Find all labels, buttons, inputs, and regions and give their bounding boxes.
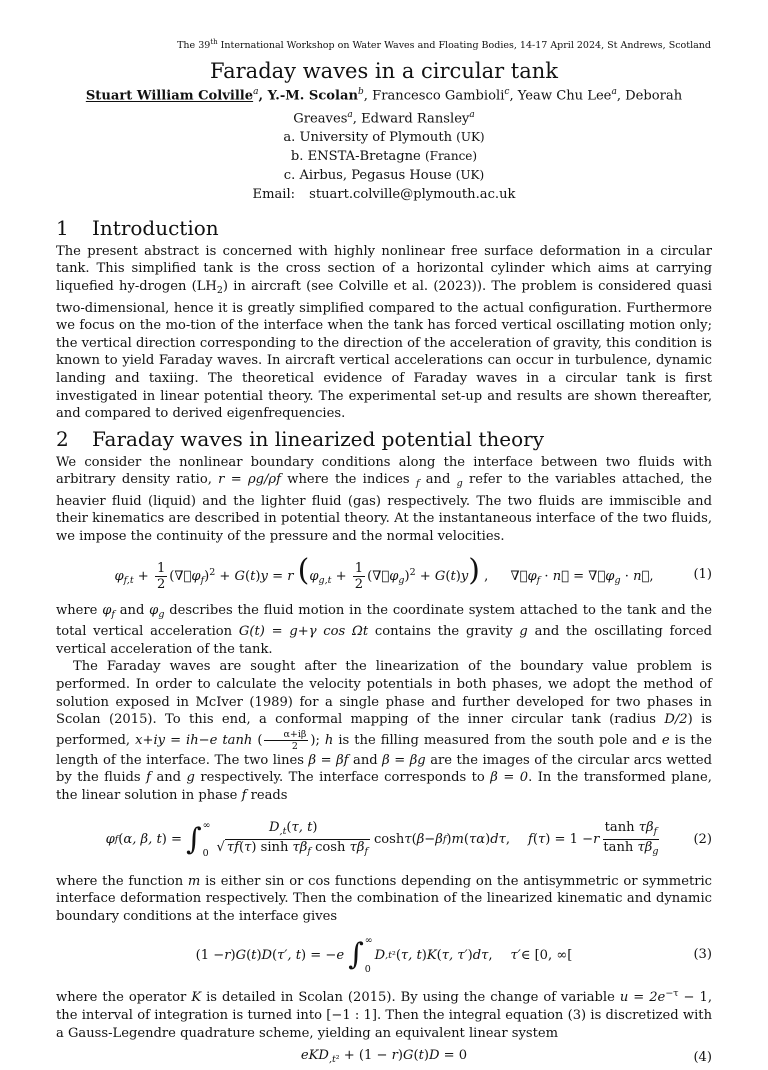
section-2-paragraph-5 — [56, 985, 712, 1042]
function-m: m — [187, 873, 201, 889]
total-acceleration: G(t) = g+γ cos Ωt — [238, 624, 369, 640]
s2p3-b: ) is performed, — [56, 712, 712, 748]
affiliation-c-country: (UK) — [455, 168, 485, 183]
affiliation-b — [56, 147, 712, 166]
affiliation-c-name: c. Airbus, Pegasus House — [283, 168, 456, 184]
paper-title: Faraday waves in a circular tank — [209, 59, 559, 84]
section-2-paragraph-2: where $\varphi_f$ and $\varphi_g$ describes the fluid motion in the coordinate system attached to the tank and the total vertical acceleration G(t) = g+γ cos Ωt contains the gravity g and the oscillating forced vertical acceleration of the tank. — [56, 602, 712, 657]
s2p2-b: and — [114, 602, 150, 618]
equation-2-body: φ f ( α, β, t ) = ∫ ∞ 0 $\frac{D_{,t}(\tau, t)}{√ \tau f(\tau) \sinh \tau\beta_f \cosh \tau\beta_f}$ cosh τ ( β − β f ) m ( τα ) dτ , f ( τ ) = 1 − r $\frac{\tanh \tau\beta_f}{\tanh \tau\beta_g}$ — [105, 819, 659, 860]
running-head-text: The 39 — [177, 40, 211, 52]
equation-1-body: $\varphi_{f,t}$ + $\frac{1}{2}$ $(\nabla⃗\varphi_f)^2 + G(t)y = r$ ($\varphi_{g,t}$ + $\frac{1}{2}$ $(\nabla⃗\varphi_g)^2 + G(t)y$) , $\nabla⃗\varphi_f$ · n⃗ = $\nabla⃗\varphi_g$ · n⃗, — [114, 553, 654, 592]
var-e: e — [661, 732, 670, 748]
equation-3 — [56, 929, 712, 981]
equation-1-number: (1) — [693, 566, 712, 582]
author-3: Francesco Gambioli — [372, 88, 505, 104]
author-5: Deborah Greaves — [293, 88, 683, 126]
s2p5-c: , the interval of integration is turned into — [56, 990, 712, 1023]
s2p3-h: and — [150, 770, 187, 786]
affiliations — [56, 128, 712, 186]
author-list: Stuart William Colville$^a$, Y.-M. Scolan$^b$, Francesco Gambioli$^c$, Yeaw Chu Lee$^a$, Deborah Greaves$^a$, Edward Ransley$^a$ — [85, 87, 683, 126]
s2p3-d: is the filling measured from the south pole and — [333, 732, 662, 748]
s2p3-j: . In the transformed plane, the linear solution in phase — [56, 770, 712, 804]
author-5-affil: a — [347, 109, 353, 120]
s2p3-e: is the length of the interface. The two lines — [56, 732, 713, 768]
author-4: Yeaw Chu Lee — [517, 88, 612, 104]
interval: [−1 : 1] — [326, 1007, 377, 1023]
phase-f: f — [241, 788, 247, 804]
section-1-heading — [56, 216, 712, 240]
s2p5-a: where the operator — [56, 990, 192, 1006]
author-1: Stuart William Colville — [85, 88, 254, 104]
author-2: Y.-M. Scolan — [267, 88, 359, 104]
map-frac-den: 2 — [291, 740, 298, 752]
author-2-affil: b — [358, 87, 364, 98]
fluid-g: g — [186, 770, 195, 786]
s2p3-k: reads — [246, 788, 288, 804]
running-head-rest: International Workshop on Water Waves and Floating Bodies, 14-17 April 2024, St Andrews, Scotland — [217, 40, 711, 52]
section-2-paragraph-3: The Faraday waves are sought after the linearization of the boundary value problem is performed. In order to calculate the velocity potentials in both phases, we adopt the method of solution exposed in McIver (1989) for a single phase and further developed for two phases in Scolan (2015). To this end, a conformal mapping of the inner circular tank (radius D/2) is performed, x+iy = ih−e tanh ( $\frac{\alpha+i\beta}{2}$ ); h is the filling measured from the south pole and e is the length of the interface. The two lines β = βf and β = βg are the images of the circular arcs wetted by the fluids f and g respectively. The interface corresponds to β = 0. In the transformed plane, the linear solution in phase f reads — [56, 659, 713, 804]
s2p3-i: respectively. The interface corresponds to — [194, 770, 491, 786]
affiliation-b-country: (France) — [424, 149, 478, 164]
email-line — [56, 186, 712, 204]
equation-4 — [56, 1046, 712, 1070]
section-1-number: 1 — [56, 215, 69, 240]
fluid-f: f — [146, 770, 151, 786]
s2p2-a: where — [56, 602, 103, 618]
author-1-affil: a — [253, 87, 259, 98]
radius: D/2 — [664, 712, 688, 728]
operator-K: K — [191, 990, 202, 1006]
var-u: u = 2e — [619, 990, 666, 1006]
s2p2-e: and the oscillating forced vertical acceleration of the tank. — [56, 624, 712, 657]
index-f: f — [415, 478, 420, 490]
s2p3-c: ; — [315, 732, 325, 748]
s2p3-a: The Faraday waves are sought after the linearization of the boundary value problem is performed. In order to calculate the velocity potentials in both phases, we adopt the method of solution exposed in McIver (1989) for a single phase and further developed for two phases in Scolan (2015). To this end, a conformal mapping of the inner circular tank (radius — [56, 659, 712, 728]
s2p1-b: where the indices — [280, 472, 416, 488]
s2p5-b: is detailed in Scolan (2015). By using the change of variable — [201, 990, 620, 1006]
equation-3-body: (1 − r ) G ( t ) D ( τ′, t ) = − e ∫ ∞ 0 D ,t² ( τ, t ) K ( τ, τ′ ) dτ , τ′ ∈ [0, ∞[ — [195, 935, 573, 975]
s2p3-g: are the images of the circular arcs wetted by the fluids — [56, 752, 712, 786]
running-head-sup: th — [210, 38, 218, 46]
author-3-affil: c — [504, 87, 510, 98]
var-u-exp: −τ — [665, 988, 679, 1000]
equation-4-number: (4) — [693, 1050, 712, 1066]
section-1-paragraph — [56, 243, 712, 423]
affiliation-a — [56, 128, 712, 147]
author-6-affil: a — [469, 109, 475, 120]
s1-text-b: ) in aircraft (see Colville et al. (2023)). The problem is considered quasi two-dimensional, hence it is greatly simplified compared to the actual configuration. Furthermore we focus on the mo-tion of the interface when the tank has forced vertical oscillating motion only; the vertical direction corresponding to the direction of the acceleration of gravity, this condition is known to yield Faraday waves. In aircraft vertical accelerations can occur in turbulence, dynamic landing and taxiing. The theoretical evidence of Faraday waves in a circular tank is first investigated in linear potential theory. The experimental set-up and results are shown thereafter, and compared to derived eigenfrequencies. — [56, 278, 712, 422]
s2p5-d: . Then the integral equation (3) is discretized with a Gauss-Legendre quadrature scheme, yielding an equivalent linear system — [56, 1007, 712, 1041]
s2p1-c: and — [419, 472, 457, 488]
affiliation-a-name: a. University of Plymouth — [283, 129, 457, 145]
s2p2-d: contains the gravity — [368, 624, 520, 640]
affiliation-a-country: (UK) — [456, 129, 485, 144]
var-h: h — [324, 732, 334, 748]
s2p4-a: where the function — [56, 873, 188, 889]
conformal-map: x+iy = ih−e tanh — [135, 732, 253, 748]
section-2-heading — [56, 427, 712, 451]
s1-lh2-sub: 2 — [216, 284, 223, 296]
s2p3-f: and — [348, 752, 383, 768]
running-header — [56, 36, 711, 52]
equation-1 — [56, 552, 712, 598]
beta-0: β = 0 — [490, 770, 529, 786]
index-g: g — [456, 478, 463, 490]
affiliation-c — [56, 166, 712, 185]
email-label: Email: — [252, 186, 296, 202]
var-u-tail: − 1 — [678, 990, 708, 1006]
s2p4-b: is either sin or cos functions depending on the antisymmetric or symmetric interface deformation respectively. Then the combination of the linearized kinematic and dynamic boundary conditions at the interface gives — [56, 873, 713, 924]
s2p2-c: describes the fluid motion in the coordinate system attached to the tank and the total vertical acceleration — [56, 602, 712, 640]
author-4-affil: a — [611, 87, 617, 98]
email-address[interactable]: stuart.colville@plymouth.ac.uk — [309, 186, 516, 202]
map-frac-num: α+iβ — [264, 729, 308, 741]
s1-text-a: The present abstract is concerned with highly nonlinear free surface deformation in a circular tank. This simplified tank is the cross section of a horizontal cylinder which aims at carrying liquefied hy-drogen (LH — [56, 243, 712, 294]
affiliation-b-name: b. ENSTA-Bretagne — [290, 149, 425, 165]
author-6: Edward Ransley — [361, 110, 470, 126]
equation-4-body: eKD$_{,t^2}$ + (1 − r)G(t)D = 0 — [300, 1048, 468, 1066]
beta-g: β = βg — [382, 752, 426, 768]
equation-2-number: (2) — [693, 831, 712, 847]
section-2-paragraph-1 — [56, 454, 712, 546]
s2p1-a: We consider the nonlinear boundary conditions along the interface between two fluids with arbitrary density ratio, — [56, 454, 712, 488]
s2p1-d: refer to the variables attached, the heavier fluid (liquid) and the lighter fluid (gas) respectively. The two fluids are immiscible and their kinematics are described in potential theory. At the instantaneous interface of the two fluids, we impose the continuity of the pressure and the normal velocities. — [56, 472, 713, 545]
section-1-title: Introduction — [92, 215, 219, 240]
equation-3-number: (3) — [693, 947, 712, 963]
density-ratio: r = ρg/ρf — [218, 472, 281, 488]
beta-f: β = βf — [308, 752, 349, 768]
section-2-title: Faraday waves in linearized potential theory — [92, 426, 545, 451]
equation-2 — [56, 811, 712, 869]
section-2-number: 2 — [56, 426, 69, 451]
section-2-paragraph-4 — [56, 873, 712, 926]
